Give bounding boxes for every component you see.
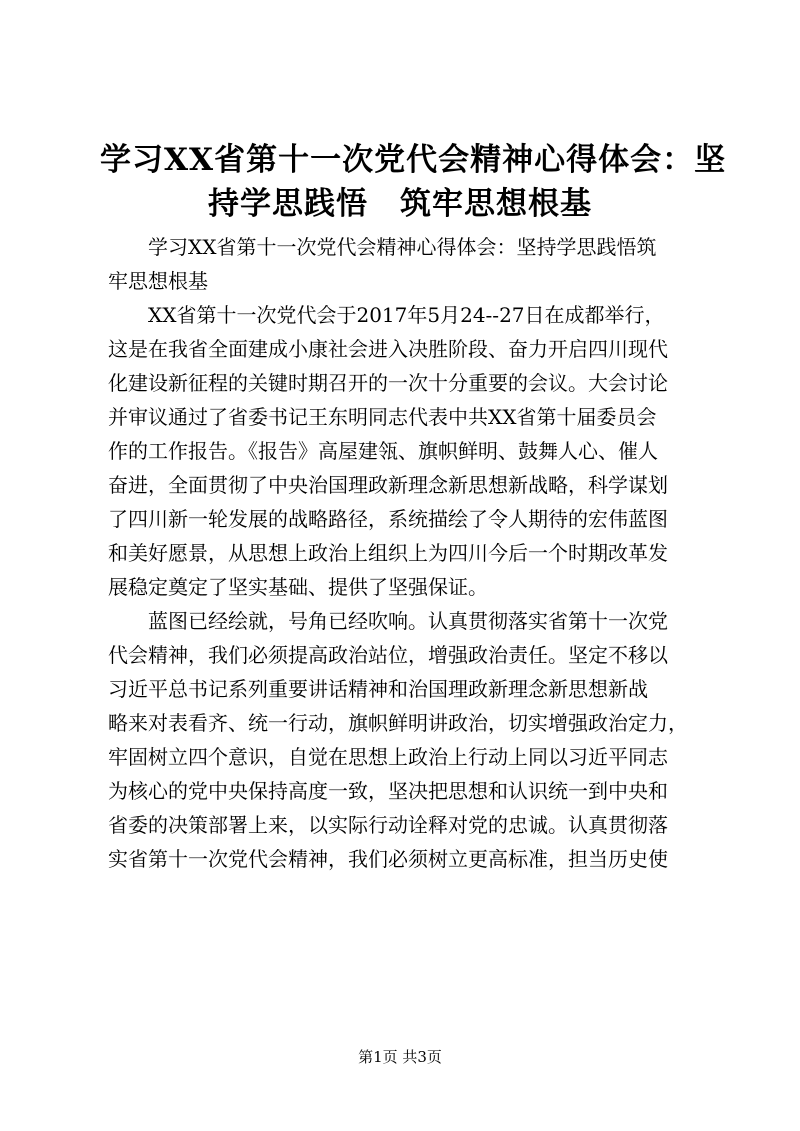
text-line: 蓝图已经绘就，号角已经吹响。认真贯彻落实省第十一次党 (108, 609, 668, 633)
text-line: 作的工作报告。《报告》高屋建瓴、旗帜鲜明、鼓舞人心、催人 (108, 439, 658, 463)
title-line: 学习XX省第十一次党代会精神心得体会：坚 (100, 142, 727, 178)
text-line: 了四川新一轮发展的战略路径，系统描绘了令人期待的宏伟蓝图 (108, 507, 668, 531)
title-line: 持学思践悟 筑牢思想根基 (208, 186, 592, 222)
text-line: 展稳定奠定了坚实基础、提供了坚强保证。 (108, 575, 488, 599)
text-line: 省委的决策部署上来，以实际行动诠释对党的忠诚。认真贯彻落 (108, 813, 668, 837)
text-line: 奋进，全面贯彻了中央治国理政新理念新思想新战略，科学谋划 (108, 473, 668, 497)
text-line: 实省第十一次党代会精神，我们必须树立更高标准，担当历史使 (108, 847, 668, 871)
text-line: 为核心的党中央保持高度一致，坚决把思想和认识统一到中央和 (108, 779, 668, 803)
text-line: 习近平总书记系列重要讲话精神和治国理政新理念新思想新战 (108, 677, 648, 701)
document-body (108, 230, 704, 876)
text-line: 这是在我省全面建成小康社会进入决胜阶段、奋力开启四川现代 (108, 337, 668, 361)
text-line: 并审议通过了省委书记王东明同志代表中共XX省第十届委员会 (108, 405, 657, 429)
text-line: 化建设新征程的关键时期召开的一次十分重要的会议。大会讨论 (108, 371, 668, 395)
text-line: XX省第十一次党代会于2017年5月24--27日在成都举行， (108, 303, 665, 327)
text-line: 代会精神，我们必须提高政治站位，增强政治责任。坚定不移以 (108, 643, 668, 667)
document-title (100, 138, 727, 226)
text-line: 学习XX省第十一次党代会精神心得体会：坚持学思践悟筑 (108, 235, 657, 259)
page-footer: 第1页 共3页 (358, 1048, 442, 1066)
paragraph-3 (108, 604, 704, 876)
text-line: 牢固树立四个意识，自觉在思想上政治上行动上同以习近平同志 (108, 745, 668, 769)
paragraph-2 (108, 298, 704, 604)
text-line: 略来对表看齐、统一行动，旗帜鲜明讲政治，切实增强政治定力， (108, 711, 688, 735)
paragraph-1 (108, 230, 704, 298)
text-line: 和美好愿景，从思想上政治上组织上为四川今后一个时期改革发 (108, 541, 668, 565)
text-line: 牢思想根基 (108, 269, 208, 293)
